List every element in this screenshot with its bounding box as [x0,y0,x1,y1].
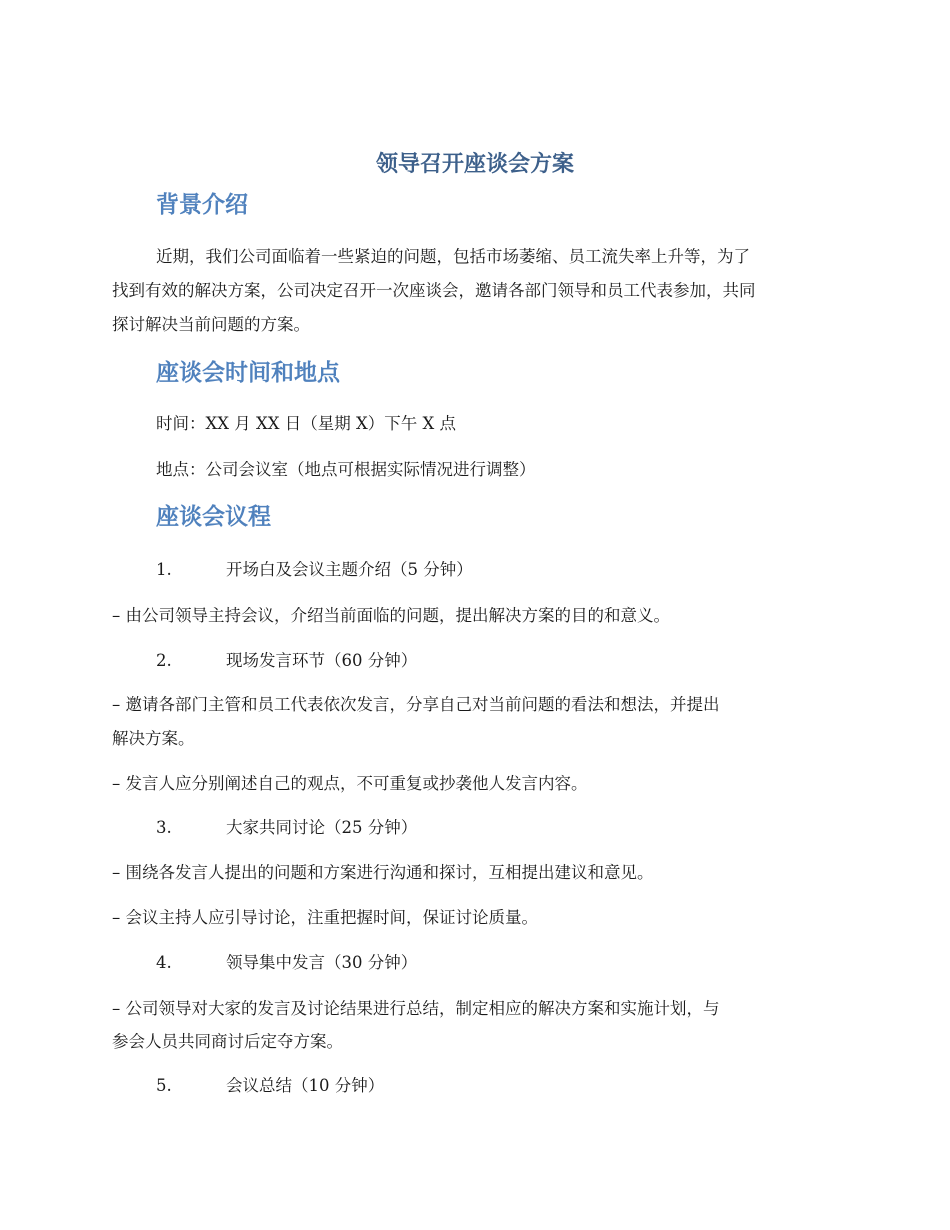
meeting-place: 地点：公司会议室（地点可根据实际情况进行调整） [156,460,536,479]
agenda-item-3-note-1: – 围绕各发言人提出的问题和方案进行沟通和探讨，互相提出建议和意见。 [112,863,654,882]
heading-background: 背景介绍 [156,192,248,218]
meeting-time: 时间：XX 月 XX 日（星期 X）下午 X 点 [156,414,456,433]
agenda-item-4-note-1-line-1: – 公司领导对大家的发言及讨论结果进行总结，制定相应的解决方案和实施计划，与 [112,999,720,1018]
agenda-item-2-note-1-line-2: 解决方案。 [112,729,195,748]
agenda-item-3-note-2: – 会议主持人应引导讨论，注重把握时间，保证讨论质量。 [112,908,538,927]
document-title: 领导召开座谈会方案 [375,152,574,177]
agenda-item-4-number: 4. [156,953,172,972]
agenda-item-1-note-1: – 由公司领导主持会议，介绍当前面临的问题，提出解决方案的目的和意义。 [112,606,670,625]
background-paragraph-line-2: 找到有效的解决方案，公司决定召开一次座谈会，邀请各部门领导和员工代表参加，共同 [112,281,756,300]
agenda-item-2-note-2: – 发言人应分别阐述自己的观点，不可重复或抄袭他人发言内容。 [112,774,588,793]
agenda-item-4-title: 领导集中发言（30 分钟） [226,953,418,972]
agenda-item-4-note-1-line-2: 参会人员共同商讨后定夺方案。 [112,1032,343,1051]
background-paragraph-line-1: 近期，我们公司面临着一些紧迫的问题，包括市场萎缩、员工流失率上升等，为了 [156,247,750,266]
agenda-item-3-title: 大家共同讨论（25 分钟） [226,818,418,837]
agenda-item-5-title: 会议总结（10 分钟） [226,1076,385,1095]
agenda-item-2-number: 2. [156,651,172,670]
agenda-item-2-note-1-line-1: – 邀请各部门主管和员工代表依次发言，分享自己对当前问题的看法和想法，并提出 [112,695,720,714]
heading-agenda: 座谈会议程 [156,504,271,530]
agenda-item-2-title: 现场发言环节（60 分钟） [226,651,418,670]
background-paragraph-line-3: 探讨解决当前问题的方案。 [112,315,310,334]
heading-time-place: 座谈会时间和地点 [156,360,340,386]
agenda-item-1-number: 1. [156,560,172,579]
agenda-item-1-title: 开场白及会议主题介绍（5 分钟） [226,560,473,579]
agenda-item-5-number: 5. [156,1076,172,1095]
agenda-item-3-number: 3. [156,818,172,837]
